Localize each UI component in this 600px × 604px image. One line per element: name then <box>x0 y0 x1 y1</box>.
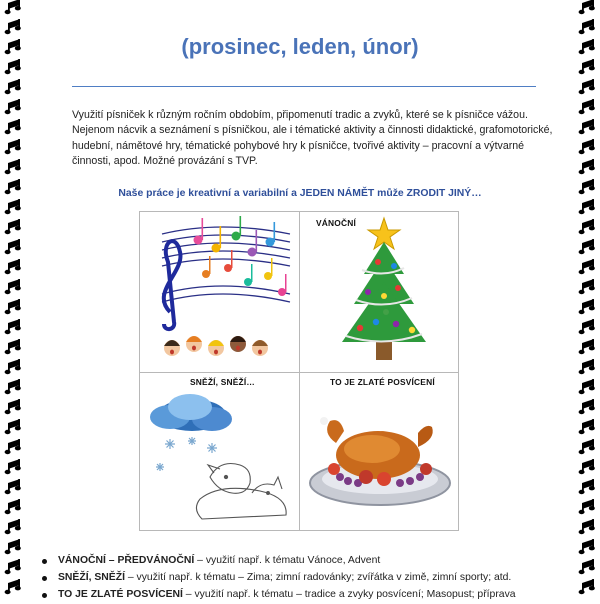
grid-cell-christmas <box>300 212 459 371</box>
tagline: Naše práce je kreativní a variabilní a JEDEN NÁMĚT může ZRODIT JINÝ… <box>118 188 482 199</box>
cell-label-christmas: VÁNOČNÍ <box>316 218 357 228</box>
bullet-text: – využití např. k tématu – tradice a zvyky posvícení; Masopust; příprava <box>182 589 516 600</box>
snow-cloud-illustration <box>140 373 299 532</box>
topic-bullet-list <box>40 553 520 604</box>
intro-paragraph: Využití písniček k různým ročním obdobím, připomenutí tradic a zvyků, které se k písničce vážou. Nejenom nácvik a seznámení s písničkou, ale i tématické aktivity a činnosti didaktické, grafomotorické, hudební, námětové hry, tématické pohybové hry k písničce, tvořivé aktivity – pracovní a výtvarné činnosti, apod. Možné provázání s TVP. <box>72 109 553 167</box>
roast-goose-illustration <box>300 373 459 532</box>
grid-cell-feast <box>300 373 459 532</box>
list-item <box>40 553 520 570</box>
bullet-title: VÁNOČNÍ – PŘEDVÁNOČNÍ <box>58 555 195 566</box>
list-item <box>40 587 520 604</box>
cell-label-feast: TO JE ZLATÉ POSVÍCENÍ <box>330 377 435 387</box>
page-title: (prosinec, leden, únor) <box>181 34 419 59</box>
grid-cell-music <box>140 212 299 371</box>
music-note-border-right <box>574 0 600 600</box>
document-page <box>40 0 560 600</box>
grid-cell-snow <box>140 373 299 532</box>
image-grid <box>139 211 459 531</box>
music-notes-illustration <box>140 212 299 371</box>
cell-label-snow: SNĚŽÍ, SNĚŽÍ… <box>190 377 255 387</box>
list-item <box>40 570 520 587</box>
title-divider <box>72 86 536 87</box>
bullet-text: – využití např. k tématu – Zima; zimní radovánky; zvířátka v zimě, zimní sporty; atd. <box>124 572 512 583</box>
bullet-title: SNĚŽÍ, SNĚŽÍ <box>58 572 125 583</box>
bullet-text: – využití např. k tématu Vánoce, Advent <box>194 555 381 566</box>
music-note-border-left <box>0 0 26 600</box>
bullet-title: TO JE ZLATÉ POSVÍCENÍ <box>58 589 183 600</box>
christmas-tree-illustration <box>300 212 459 371</box>
